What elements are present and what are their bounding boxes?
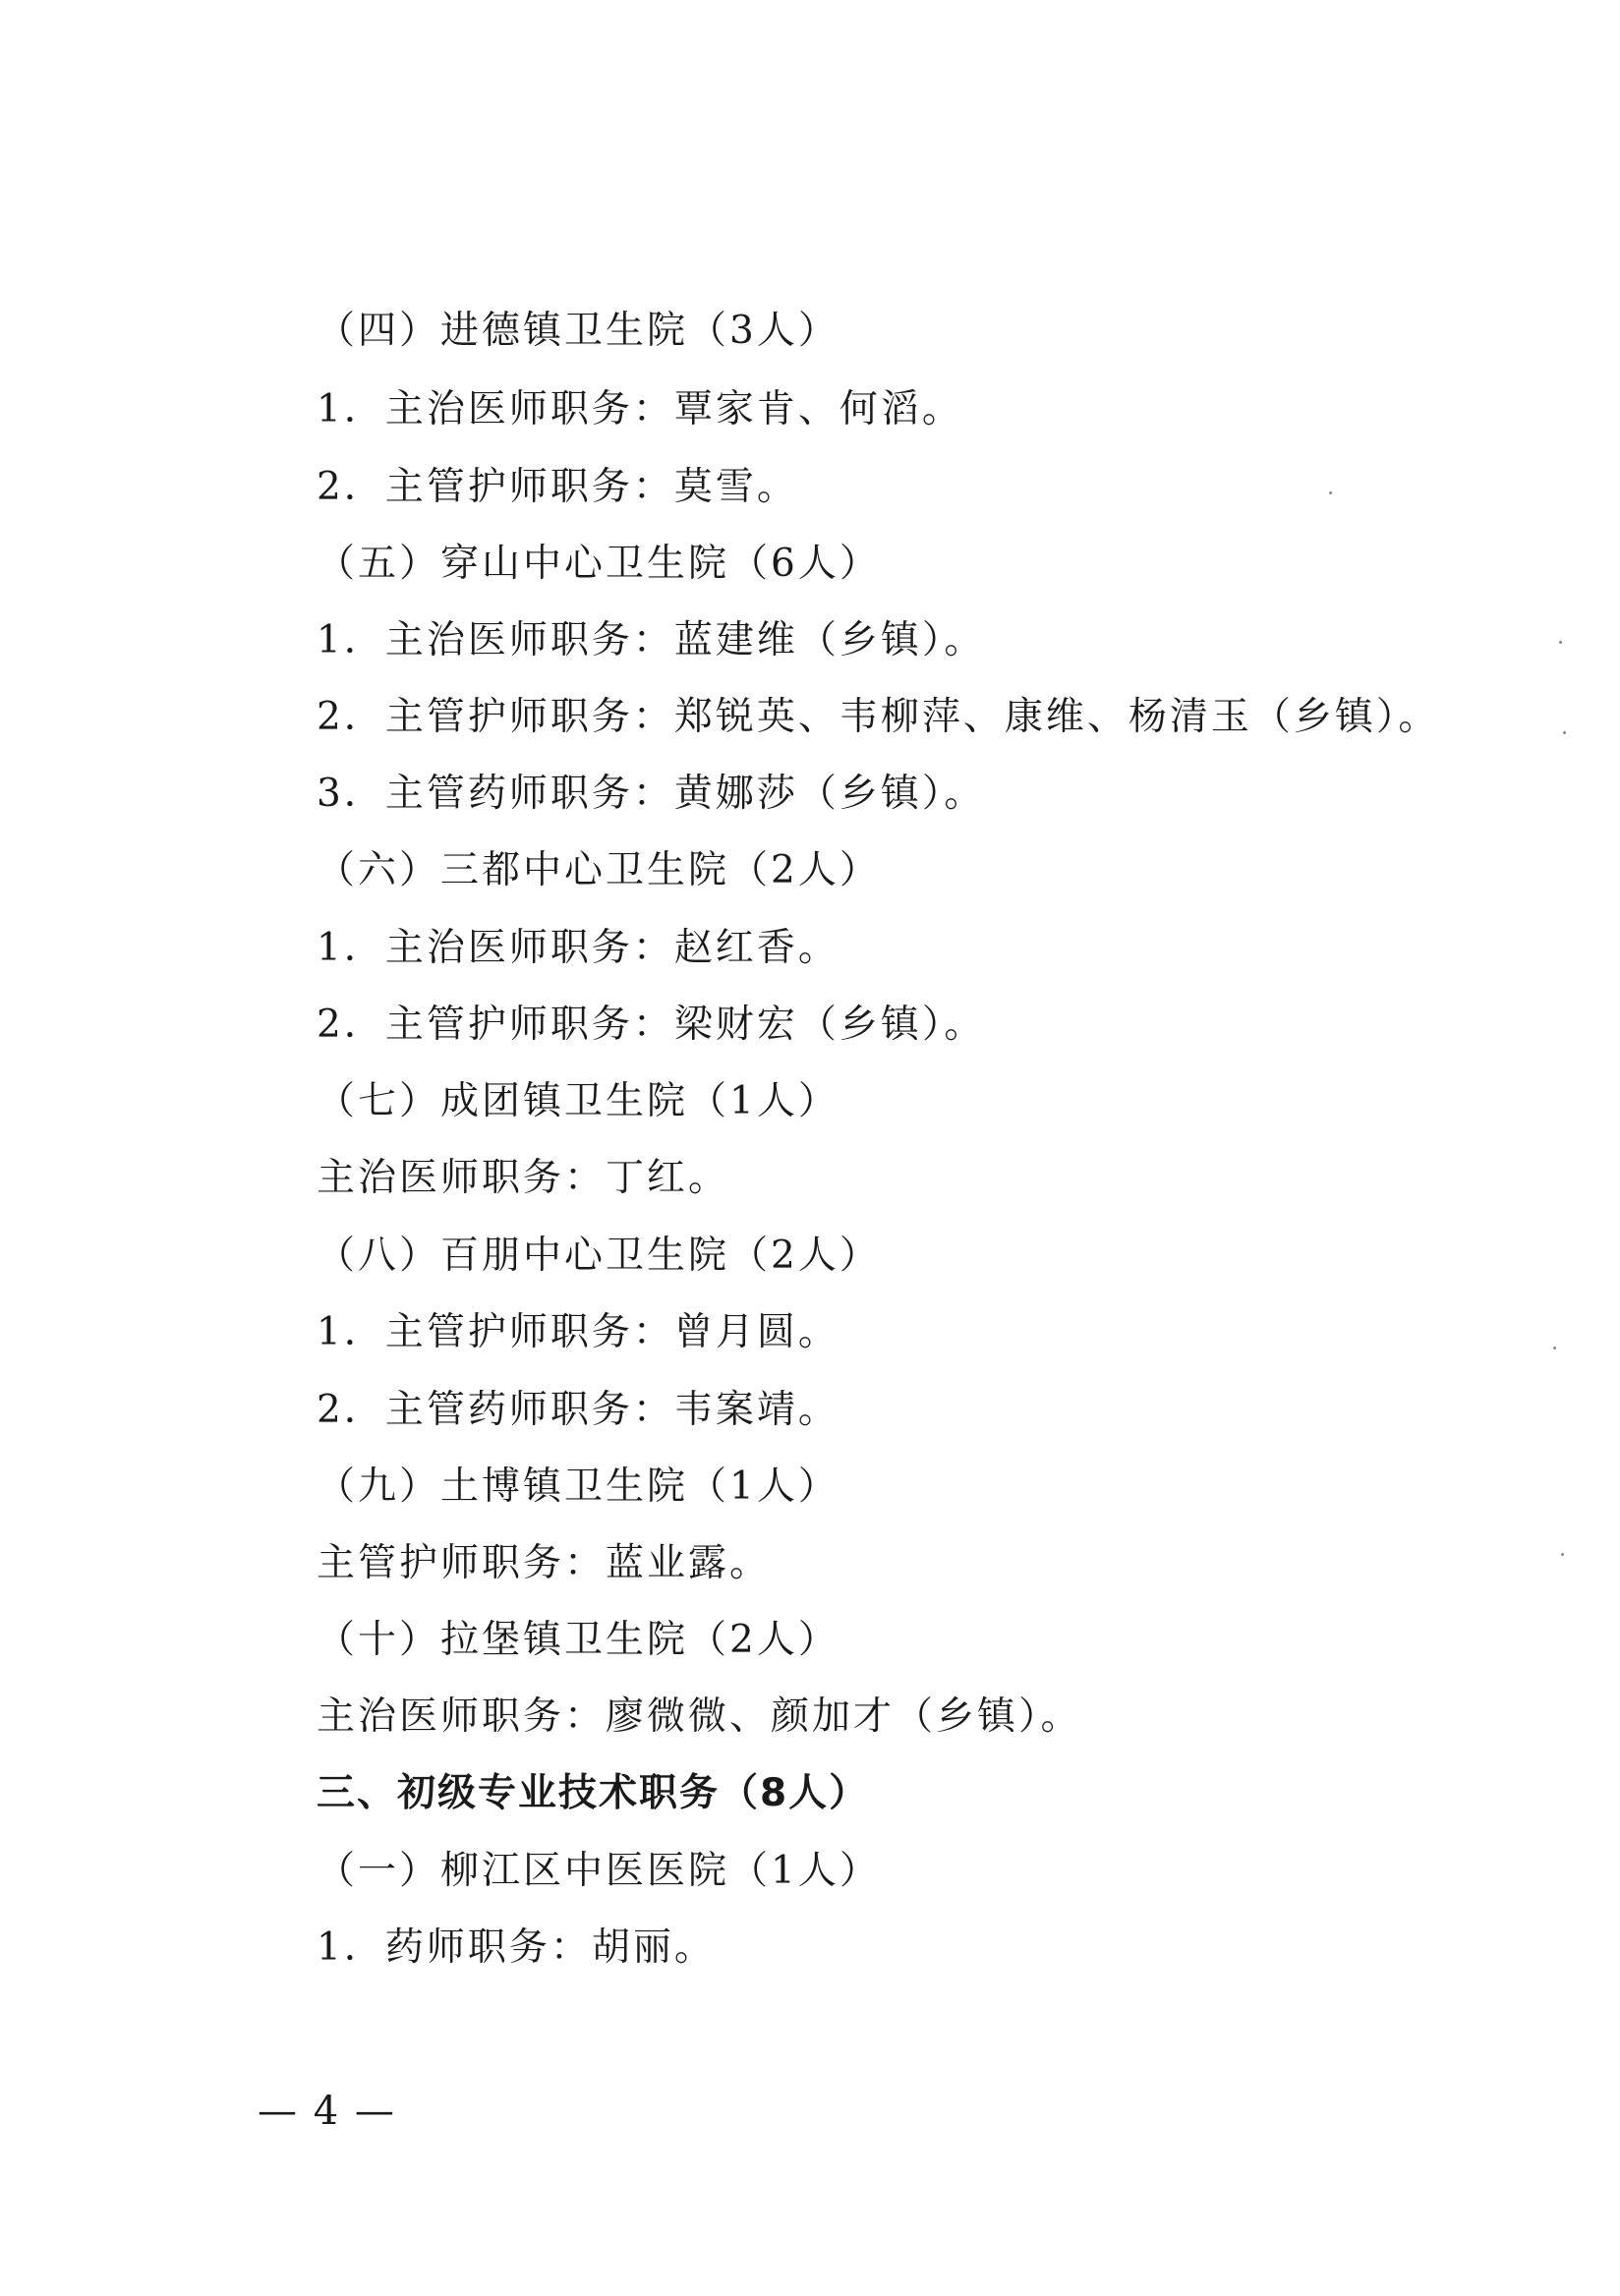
- scan-speck: [1553, 1347, 1556, 1349]
- page-number: — 4 —: [258, 2089, 396, 2134]
- section-heading-baipeng: （八）百朋中心卫生院（2人）: [317, 1234, 881, 1278]
- list-item: 主治医师职务：廖微微、颜加才（乡镇）。: [317, 1694, 1082, 1739]
- section-heading-labao: （十）拉堡镇卫生院（2人）: [317, 1618, 839, 1662]
- list-item: 2．主管护师职务：莫雪。: [317, 465, 798, 509]
- section-heading-tcm-hospital: （一）柳江区中医医院（1人）: [317, 1849, 881, 1893]
- list-item: 2．主管护师职务：梁财宏（乡镇）。: [317, 1003, 986, 1047]
- list-item: 主管护师职务：蓝业露。: [317, 1541, 772, 1585]
- list-item: 1．主治医师职务：赵红香。: [317, 926, 839, 970]
- list-item: 1．主治医师职务：覃家肯、何滔。: [317, 387, 963, 431]
- section-heading-sandu: （六）三都中心卫生院（2人）: [317, 848, 881, 892]
- scan-speck: [1561, 1553, 1564, 1556]
- list-item: 主治医师职务：丁红。: [317, 1156, 730, 1200]
- scan-speck: [1329, 491, 1332, 494]
- section-heading-chengtuan: （七）成团镇卫生院（1人）: [317, 1079, 839, 1123]
- scan-speck: [1559, 641, 1562, 644]
- chapter-heading-junior-titles: 三、初级专业技术职务（8人）: [317, 1771, 870, 1815]
- list-item: 1．主治医师职务：蓝建维（乡镇）。: [317, 618, 986, 662]
- section-heading-chuanshan: （五）穿山中心卫生院（6人）: [317, 542, 881, 586]
- section-heading-jinde: （四）进德镇卫生院（3人）: [317, 309, 839, 353]
- scan-speck: [1563, 731, 1566, 734]
- list-item: 2．主管护师职务：郑锐英、韦柳萍、康维、杨清玉（乡镇）。: [317, 695, 1440, 739]
- list-item: 2．主管药师职务：韦案靖。: [317, 1388, 839, 1432]
- list-item: 3．主管药师职务：黄娜莎（乡镇）。: [317, 772, 986, 816]
- section-heading-tubo: （九）土博镇卫生院（1人）: [317, 1464, 839, 1509]
- list-item: 1．主管护师职务：曾月圆。: [317, 1310, 839, 1354]
- list-item: 1．药师职务：胡丽。: [317, 1925, 716, 1970]
